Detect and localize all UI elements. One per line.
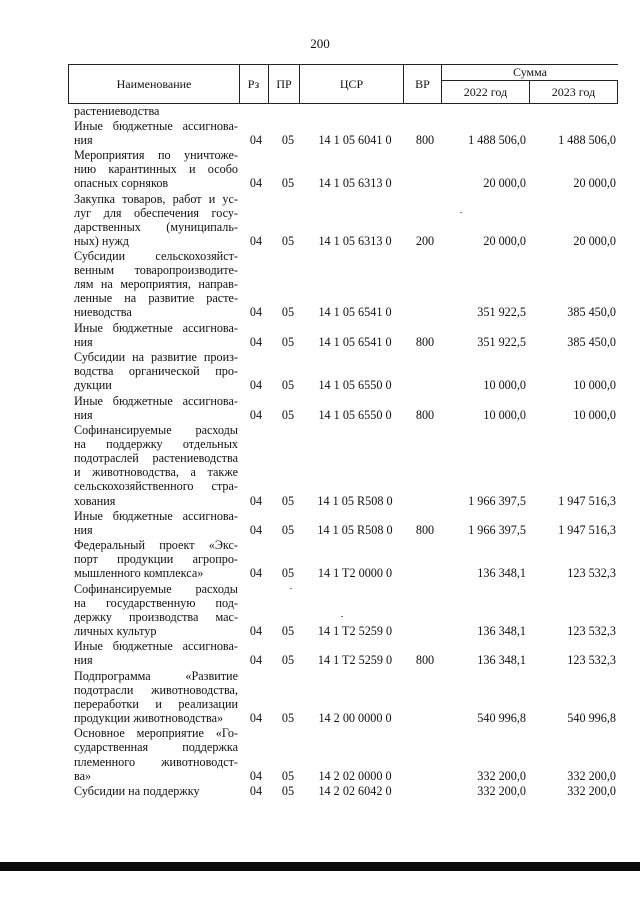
row-csr: 14 2 02 0000 0 [318, 768, 392, 783]
row-csr: 14 2 00 0000 0 [318, 711, 392, 726]
row-name-line: ниеводства [74, 305, 132, 320]
row-name-line: Иные бюджетные ассигнова- [74, 393, 238, 408]
row-name-line: личных культур [74, 624, 157, 639]
row-sum-2022: 351 922,5 [477, 334, 526, 349]
row-vr: 800 [415, 407, 435, 422]
row-name-line: ния [74, 407, 93, 422]
row-name [74, 582, 238, 638]
row-csr: 14 1 T2 0000 0 [317, 566, 393, 581]
row-csr: 14 1 05 6550 0 [318, 378, 392, 393]
row-name-line: подотраслей растениеводства [74, 451, 238, 466]
row-rz: 04 [249, 768, 263, 783]
row-name-line: держку производства мас- [74, 609, 238, 624]
row-sum-2023: 20 000,0 [573, 176, 616, 191]
header-pr: ПР [269, 65, 300, 103]
row-rz: 04 [249, 784, 263, 798]
row-name-line: Мероприятия по уничтоже- [74, 148, 238, 162]
scan-speck [290, 588, 292, 589]
row-pr: 05 [281, 768, 295, 783]
row-csr: 14 1 05 6541 0 [318, 334, 392, 349]
row-sum-2023: 10 000,0 [573, 407, 616, 422]
header-year-2023: 2023 год [530, 81, 618, 103]
row-name-line: лям на мероприятия, направ- [74, 277, 238, 292]
row-pr: 05 [281, 522, 295, 537]
row-csr: 14 1 05 6041 0 [318, 132, 392, 147]
row-rz: 04 [249, 624, 263, 639]
row-name-line: венным товаропроизводите- [74, 263, 238, 278]
row-name-line: ния [74, 334, 93, 349]
row-rz: 04 [249, 653, 263, 668]
row-name [74, 639, 238, 667]
row-name-line: порт продукции агропро- [74, 552, 238, 567]
row-name-line: дукции [74, 378, 112, 393]
row-sum-2022: 332 200,0 [477, 784, 526, 798]
row-csr: 14 1 05 R508 0 [317, 493, 393, 508]
row-pr: 05 [281, 132, 295, 147]
row-name-line: ва» [74, 768, 92, 783]
header-vr: ВР [404, 65, 442, 103]
row-name-line: Основное мероприятие «Го- [74, 726, 238, 741]
row-sum-2023: 123 532,3 [567, 566, 616, 581]
row-pr: 05 [281, 407, 295, 422]
row-name [74, 104, 238, 118]
row-name-line: Иные бюджетные ассигнова- [74, 508, 238, 523]
row-name-line: переработки и реализации [74, 696, 238, 711]
row-sum-2023: 1 947 516,3 [558, 522, 616, 537]
row-csr: 14 1 05 6550 0 [318, 407, 392, 422]
row-sum-2022: 1 966 397,5 [468, 493, 526, 508]
row-name-line: Подпрограмма «Развитие [74, 668, 238, 683]
row-name-line: хования [74, 493, 116, 508]
row-name-line: Софинансируемые расходы [74, 581, 238, 596]
row-name-line: луг для обеспечения госу- [74, 205, 238, 220]
row-sum-2022: 136 348,1 [477, 653, 526, 668]
row-name-line: племенного животноводст- [74, 754, 238, 769]
row-name-line: мышленного комплекса» [74, 566, 204, 581]
row-rz: 04 [249, 407, 263, 422]
row-name-line: Субсидии на развитие произ- [74, 350, 238, 365]
row-csr: 14 1 05 6313 0 [318, 233, 392, 248]
row-name-line: ния [74, 132, 93, 147]
row-pr: 05 [281, 176, 295, 191]
row-sum-2023: 1 947 516,3 [558, 493, 616, 508]
row-name-line: ленные на развитие расте- [74, 291, 238, 306]
row-vr: 200 [415, 233, 435, 248]
row-name-line: сельскохозяйственного стра- [74, 479, 238, 494]
row-sum-2022: 540 996,8 [477, 711, 526, 726]
header-rz: Рз [239, 65, 269, 103]
row-pr: 05 [281, 334, 295, 349]
row-pr: 05 [281, 378, 295, 393]
row-vr: 800 [415, 522, 435, 537]
row-sum-2023: 10 000,0 [573, 378, 616, 393]
row-pr: 05 [281, 493, 295, 508]
row-sum-2022: 332 200,0 [477, 768, 526, 783]
row-name [74, 249, 238, 319]
row-name [74, 538, 238, 580]
row-csr: 14 1 T2 5259 0 [317, 653, 393, 668]
header-year-2022: 2022 год [442, 81, 530, 103]
row-name-line: опасных сорняков [74, 176, 169, 191]
row-pr: 05 [281, 305, 295, 320]
row-name [74, 669, 238, 725]
row-vr: 800 [415, 132, 435, 147]
row-sum-2023: 123 532,3 [567, 653, 616, 668]
row-sum-2022: 136 348,1 [477, 624, 526, 639]
row-sum-2023: 385 450,0 [567, 305, 616, 320]
row-rz: 04 [249, 233, 263, 248]
row-csr: 14 1 05 6313 0 [318, 176, 392, 191]
row-sum-2022: 20 000,0 [483, 233, 526, 248]
row-name [74, 423, 238, 508]
row-name [74, 350, 238, 392]
row-name-line: подотрасли животноводства, [74, 682, 238, 697]
row-name-line: Закупка товаров, работ и ус- [74, 191, 238, 206]
row-name [74, 784, 238, 798]
header-csr: ЦСР [300, 65, 404, 103]
row-rz: 04 [249, 711, 263, 726]
row-rz: 04 [249, 566, 263, 581]
row-rz: 04 [249, 493, 263, 508]
row-rz: 04 [249, 378, 263, 393]
row-name-line: Иные бюджетные ассигнова- [74, 118, 238, 133]
row-name-line: на поддержку отдельных [74, 437, 238, 452]
row-pr: 05 [281, 624, 295, 639]
row-name-line: ния [74, 522, 93, 537]
row-sum-2022: 10 000,0 [483, 378, 526, 393]
row-name [74, 509, 238, 537]
scan-edge-bar [0, 862, 640, 871]
row-pr: 05 [281, 653, 295, 668]
header-sum: Сумма [442, 65, 618, 81]
row-rz: 04 [249, 132, 263, 147]
row-sum-2022: 1 966 397,5 [468, 522, 526, 537]
row-name-line: растениеводства [74, 104, 160, 118]
row-name-line: продукции животноводства» [74, 711, 224, 726]
row-name-line: Субсидии сельскохозяйст- [74, 249, 238, 264]
row-csr: 14 1 T2 5259 0 [317, 624, 393, 639]
row-pr: 05 [281, 784, 295, 798]
row-sum-2023: 385 450,0 [567, 334, 616, 349]
row-sum-2023: 20 000,0 [573, 233, 616, 248]
row-name [74, 192, 238, 248]
row-sum-2022: 351 922,5 [477, 305, 526, 320]
row-name-line: Иные бюджетные ассигнова- [74, 639, 238, 654]
row-vr: 800 [415, 334, 435, 349]
row-name [74, 119, 238, 147]
row-name [74, 148, 238, 190]
row-rz: 04 [249, 305, 263, 320]
row-sum-2022: 136 348,1 [477, 566, 526, 581]
row-sum-2023: 1 488 506,0 [558, 132, 616, 147]
page-number: 200 [310, 36, 330, 51]
row-name-line: Софинансируемые расходы [74, 423, 238, 438]
row-name-line: дарственных (муниципаль- [74, 219, 238, 234]
row-csr: 14 1 05 R508 0 [317, 522, 393, 537]
row-sum-2023: 540 996,8 [567, 711, 616, 726]
row-name-line: Субсидии на поддержку [74, 784, 200, 798]
row-csr: 14 1 05 6541 0 [318, 305, 392, 320]
row-csr: 14 2 02 6042 0 [318, 784, 392, 798]
row-sum-2023: 123 532,3 [567, 624, 616, 639]
row-pr: 05 [281, 711, 295, 726]
scan-speck [460, 212, 462, 213]
scan-speck [341, 616, 343, 617]
row-rz: 04 [249, 522, 263, 537]
row-name-line: на государственную под- [74, 595, 238, 610]
row-name-line: нию карантинных и особо [74, 162, 238, 177]
row-sum-2023: 332 200,0 [567, 784, 616, 798]
row-name-line: Федеральный проект «Экс- [74, 538, 238, 553]
row-name-line: ния [74, 653, 93, 668]
table-header [68, 64, 618, 104]
row-name [74, 726, 238, 782]
row-pr: 05 [281, 233, 295, 248]
row-pr: 05 [281, 566, 295, 581]
row-name-line: водства органической про- [74, 364, 238, 379]
row-rz: 04 [249, 176, 263, 191]
row-sum-2022: 1 488 506,0 [468, 132, 526, 147]
row-name [74, 394, 238, 422]
row-sum-2022: 20 000,0 [483, 176, 526, 191]
row-sum-2023: 332 200,0 [567, 768, 616, 783]
row-rz: 04 [249, 334, 263, 349]
row-vr: 800 [415, 653, 435, 668]
row-sum-2022: 10 000,0 [483, 407, 526, 422]
header-name: Наименование [68, 65, 240, 103]
row-name-line: ных) нужд [74, 233, 129, 248]
row-name-line: и животноводства, а также [74, 465, 238, 480]
row-name-line: сударственная поддержка [74, 740, 238, 755]
row-name [74, 321, 238, 349]
row-name-line: Иные бюджетные ассигнова- [74, 320, 238, 335]
